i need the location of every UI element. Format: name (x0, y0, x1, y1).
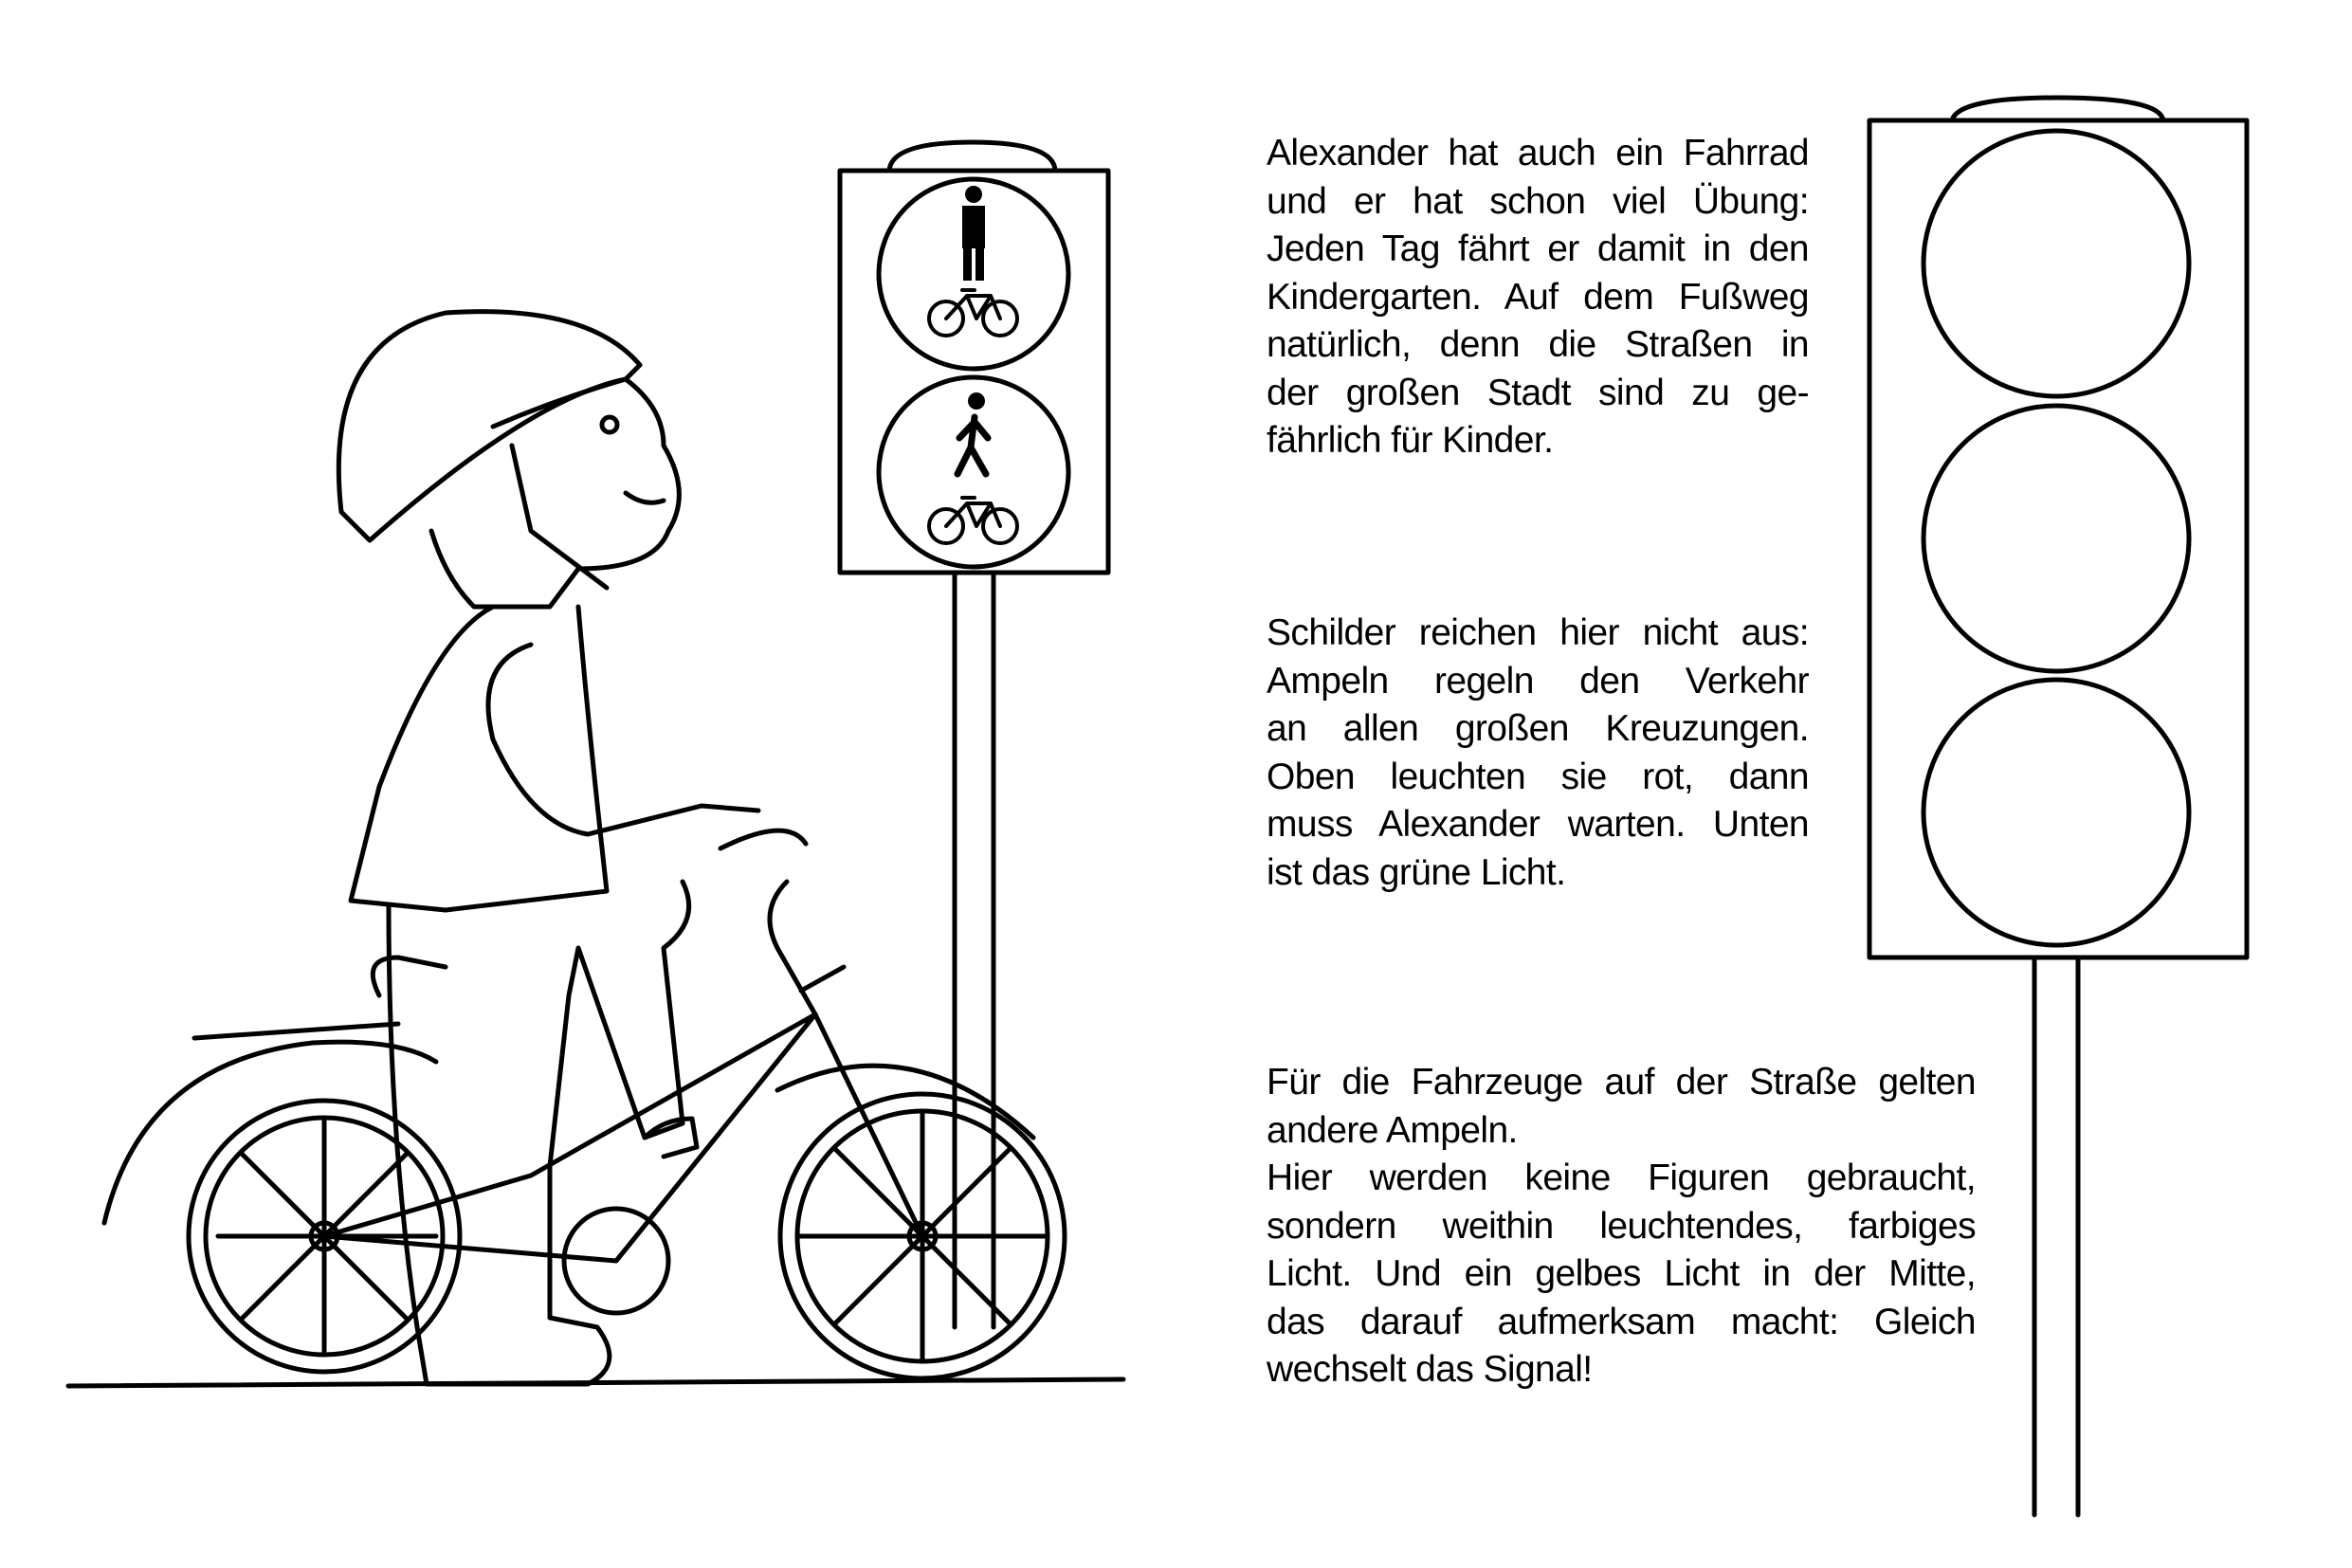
text-line: Schilder reichen hier nicht aus: (1267, 612, 1809, 653)
text-line: ist das grüne Licht. (1267, 851, 1566, 893)
red-light (1924, 131, 2189, 396)
text-line: Ampeln regeln den Verkehr (1267, 660, 1809, 702)
paragraph-bicycle-intro (1267, 130, 1809, 465)
bicycle (104, 830, 1065, 1378)
paragraph-vehicle-lights (1267, 1059, 1976, 1395)
walking-pedestrian-icon (957, 392, 988, 474)
text-line: andere Ampeln. (1267, 1109, 1518, 1151)
text-line: Licht. Und ein gelbes Licht in der Mitte, (1267, 1253, 1976, 1294)
text-line: Oben leuchten sie rot, dann (1267, 756, 1809, 797)
bicycle-icon (929, 498, 1017, 543)
paragraph-traffic-lights (1267, 610, 1809, 897)
text-line: wechselt das Signal! (1267, 1349, 1593, 1390)
text-line: Alexander hat auch ein Fahrrad (1267, 133, 1809, 173)
text-line: an allen großen Kreuzungen. (1267, 708, 1809, 749)
green-light (1924, 680, 2189, 945)
text-line: das darauf aufmerksam macht: Gleich (1267, 1301, 1976, 1342)
text-line: fährlich für Kinder. (1267, 420, 1554, 461)
boy-with-helmet (338, 312, 758, 1384)
text-line: Kindergarten. Auf dem Fußweg (1267, 276, 1809, 318)
text-line: sondern weithin leuchtendes, farbiges (1267, 1205, 1976, 1247)
text-line: muss Alexander warten. Unten (1267, 804, 1809, 845)
text-line: der großen Stadt sind zu ge- (1267, 372, 1809, 413)
text-line: Jeden Tag fährt er damit in den (1267, 228, 1809, 269)
text-line: natürlich, denn die Straßen in (1267, 324, 1809, 365)
text-line: und er hat schon viel Übung: (1267, 180, 1809, 222)
text-line: Hier werden keine Figuren gebraucht, (1267, 1158, 1976, 1198)
text-line: Für die Fahrzeuge auf der Straße gelten (1267, 1062, 1976, 1103)
bicycle-icon (929, 290, 1017, 336)
yellow-light (1924, 406, 2189, 671)
standing-pedestrian-icon (962, 186, 985, 281)
